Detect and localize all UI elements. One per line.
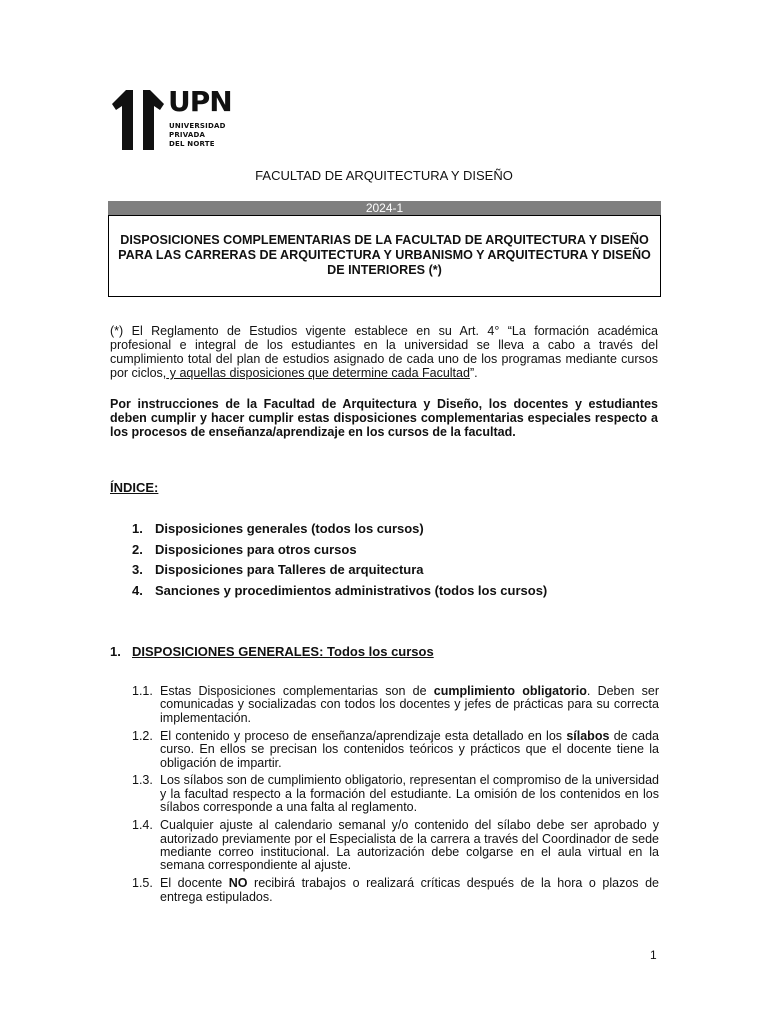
index-item <box>132 560 547 581</box>
item-text: Estas Disposiciones complementarias son de <box>160 684 434 698</box>
document-title: DISPOSICIONES COMPLEMENTARIAS DE LA FACULTAD DE ARQUITECTURA Y DISEÑO PARA LAS CARRERAS DE ARQUITECTURA Y URBANISMO Y ARQUITECTURA Y DISEÑO DE INTERIORES (*) <box>118 233 651 277</box>
index-item <box>132 519 547 540</box>
index-item-label: Sanciones y procedimientos administrativos (todos los cursos) <box>155 582 548 598</box>
item-bold-text: cumplimiento obligatorio <box>433 684 587 698</box>
note-end: ”. <box>469 366 478 380</box>
item-text: Los sílabos son de cumplimiento obligatorio, representan el compromiso de la universidad y la facultad respecto a la formación del estudiante. La omisión de los contenidos en los sílabos corresponde a una falta al reglamento. <box>160 773 659 815</box>
index-item <box>132 540 547 561</box>
item-text: recibirá trabajos o realizará críticas después de la hora o plazos de entrega estipulados. <box>160 876 659 904</box>
index-item-number: 2. <box>132 541 143 557</box>
index-item-number: 3. <box>132 562 143 577</box>
item-text: Cualquier ajuste al calendario semanal y/o contenido del sílabo debe ser aprobado y autorizado previamente por el Especialista de la carrera a través del Coordinador de sede mediante correo institucional. La autorización debe colgarse en el aula virtual en la semana correspondiente al ajuste. <box>160 818 659 873</box>
item-number: 1.2. <box>132 728 153 743</box>
year-bar: 2024-1 <box>108 201 661 215</box>
index-item <box>132 581 547 602</box>
item-number: 1.1. <box>132 684 153 698</box>
logo-sub-line: UNIVERSIDAD <box>169 122 226 130</box>
item-number: 1.4. <box>132 818 153 833</box>
index-title: ÍNDICE: <box>110 480 159 495</box>
page-number: 1 <box>650 948 657 962</box>
section-item <box>132 730 659 770</box>
index-item-label: Disposiciones para otros cursos <box>155 541 357 557</box>
upn-tree-logo-icon <box>112 90 164 150</box>
index-item-label: Disposiciones generales (todos los cursos) <box>155 521 424 536</box>
item-bold-text: NO <box>228 876 248 891</box>
note-underlined-text: y aquellas disposiciones que determine cada Facultad <box>166 366 470 380</box>
faculty-title: FACULTAD DE ARQUITECTURA Y DISEÑO <box>255 168 513 183</box>
section-number: 1. <box>110 644 121 659</box>
logo-brand: UPN <box>168 85 232 118</box>
index-item-number: 4. <box>132 582 143 598</box>
item-number: 1.3. <box>132 773 153 788</box>
item-text: El contenido y proceso de enseñanza/aprendizaje esta detallado en los <box>160 728 567 743</box>
section-title: DISPOSICIONES GENERALES: Todos los cursos <box>132 644 434 659</box>
logo-sub-line: PRIVADA <box>169 131 206 139</box>
section-item <box>132 685 659 725</box>
section-heading <box>110 644 434 660</box>
item-text: . Deben ser comunicadas y socializadas con todos los docentes y jefes de prácticas para su correcta implementación. <box>160 684 659 725</box>
section-item <box>132 877 659 904</box>
reglamento-note <box>110 324 658 380</box>
index-list <box>132 519 547 601</box>
section-item <box>132 774 659 814</box>
item-text: El docente <box>160 876 229 891</box>
item-text: de cada curso. En ellos se precisan los contenidos teóricos y prácticos que el docente tiene la obligación de impartir. <box>160 728 659 770</box>
index-item-label: Disposiciones para Talleres de arquitectura <box>155 562 424 577</box>
section-item <box>132 819 659 873</box>
instructions-paragraph: Por instrucciones de la Facultad de Arquitectura y Diseño, los docentes y estudiantes deben cumplir y hacer cumplir estas disposiciones complementarias especiales respecto a los procesos de enseñanza/aprendizaje en los cursos de la facultad. <box>110 397 658 439</box>
index-item-number: 1. <box>132 521 143 536</box>
upn-logo <box>112 85 232 152</box>
note-text: (*) El Reglamento de Estudios vigente establece en su Art. 4° “La formación académica profesional e integral de los estudiantes en la universidad se lleva a cabo a través del cumplimiento total del plan de estudios asignado de cada uno de los programas mediante cursos por ciclos, <box>110 324 658 380</box>
document-title-box <box>108 215 661 297</box>
logo-sub-line: DEL NORTE <box>169 140 215 148</box>
item-number: 1.5. <box>132 876 153 891</box>
logo-subtitle <box>169 122 226 149</box>
item-bold-text: sílabos <box>566 728 610 743</box>
section-items <box>132 685 659 909</box>
